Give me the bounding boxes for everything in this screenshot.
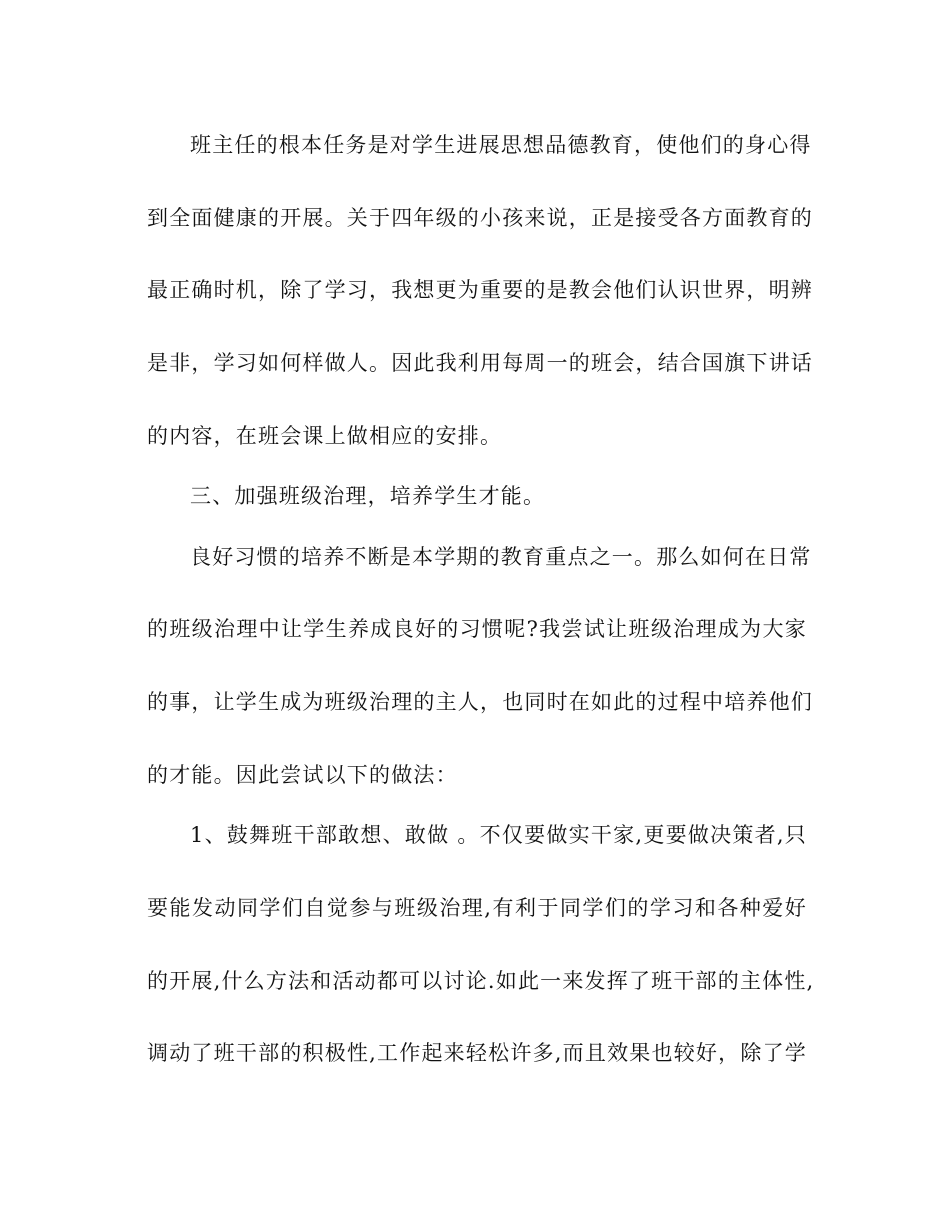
paragraph-line: 的事，让学生成为班级治理的主人，也同时在如此的过程中培养他们	[147, 690, 813, 714]
paragraph-line: 的班级治理中让学生养成良好的习惯呢?我尝试让班级治理成为大家	[147, 617, 807, 641]
paragraph-line: 的内容，在班会课上做相应的安排。	[147, 424, 503, 448]
paragraph-line: 要能发动同学们自觉参与班级治理,有利于同学们的学习和各种爱好	[147, 896, 807, 920]
section-heading: 三、加强班级治理，培养学生才能。	[190, 484, 546, 508]
paragraph-line: 调动了班干部的积极性,工作起来轻松许多,而且效果也较好，除了学	[147, 1041, 807, 1065]
paragraph-line: 班主任的根本任务是对学生进展思想品德教育，使他们的身心得	[190, 133, 812, 157]
paragraph-line: 是非，学习如何样做人。因此我利用每周一的班会，结合国旗下讲话	[147, 351, 813, 375]
paragraph-line: 1、鼓舞班干部敢想、敢做 。不仅要做实干家,更要做决策者,只	[190, 823, 807, 847]
paragraph-line: 的开展,什么方法和活动都可以讨论.如此一来发挥了班干部的主体性,	[147, 969, 815, 993]
paragraph-line: 的才能。因此尝试以下的做法：	[147, 763, 458, 787]
paragraph-line: 最正确时机，除了学习，我想更为重要的是教会他们认识世界，明辨	[147, 278, 813, 302]
paragraph-line: 到全面健康的开展。关于四年级的小孩来说，正是接受各方面教育的	[147, 206, 813, 230]
paragraph-line: 良好习惯的培养不断是本学期的教育重点之一。那么如何在日常	[190, 545, 812, 569]
